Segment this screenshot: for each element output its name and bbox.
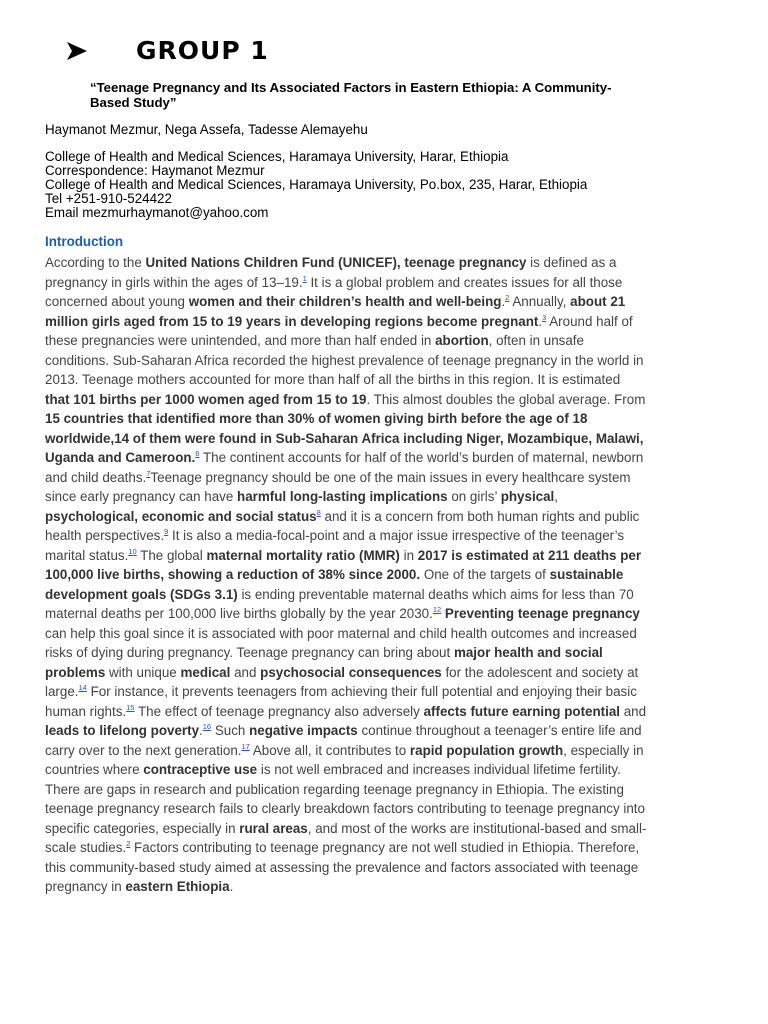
bold-text: sustainable [549,567,624,582]
bold-text: that 101 births per 1000 women aged from 15 to 19 [45,391,367,407]
bold-text: worldwide,14 of them were found in Sub-Saharan Africa including Niger, Mozambique, Malawi, [45,430,644,446]
text-run: and [620,703,647,719]
author-details [45,150,587,220]
text-line [45,273,729,293]
text-run: maternal deaths per 100,000 live births globally by the year 2030. [45,606,433,621]
text-line [45,565,729,585]
text-line [45,429,729,449]
bold-text: contraceptive use [143,762,258,777]
bold-text: abortion [435,333,489,348]
bold-text: rural areas [239,820,308,836]
text-run: The continent accounts for half of the world’s burden of maternal, newborn [199,450,644,465]
bold-text: development goals (SDGs 3.1) [45,586,238,602]
text-run: scale studies. [45,840,127,855]
text-line [45,409,729,429]
text-line [45,760,729,780]
citation-link[interactable]: 15 [126,702,135,712]
text-line [45,877,729,897]
citation-link[interactable]: 17 [241,741,250,751]
text-line [45,292,729,312]
text-run: According to the [45,255,146,270]
text-run: these pregnancies were unintended, and more than half ended in [45,333,436,348]
citation-link[interactable]: 12 [432,605,442,614]
bold-text: rapid population growth [409,742,564,758]
text-run: large. [45,684,79,699]
text-run: is ending preventable maternal deaths which aims for less than 70 [237,586,634,602]
paper-title-line-1: “Teenage Pregnancy and Its Associated Factors in Eastern Ethiopia: A Community- [90,80,612,95]
bold-text: medical [180,664,231,680]
text-run: health perspectives. [45,528,165,543]
text-run: . This almost doubles the global average. From [366,391,646,407]
bold-text: leads to lifelong poverty [45,723,200,738]
text-run: Around half of [546,313,633,329]
bold-text: affects future earning potential [423,703,620,719]
text-line [45,370,729,390]
text-line [45,799,729,819]
text-run: Such [211,723,250,738]
text-run: and child deaths. [45,469,147,485]
text-run: . [199,723,203,738]
text-run: Annually, [509,294,571,309]
text-run: specific categories, especially in [45,820,240,836]
citation-link[interactable]: 2 [505,293,510,302]
text-run: pregnancy in [45,879,126,894]
text-run: teenage pregnancy research fails to clearly breakdown factors contributing to teenage pregnancy into [45,801,645,816]
group-title: GROUP 1 [136,36,269,65]
text-line [45,663,729,683]
bold-text: maternal mortality ratio (MMR) [206,547,400,563]
text-run: The global [136,547,207,563]
text-line [45,448,729,468]
text-run: carry over to the next generation. [45,742,242,758]
bold-text: Preventing teenage pregnancy [444,606,640,621]
text-line [45,702,729,722]
citation-link[interactable]: 10 [128,546,137,556]
text-run: . [538,313,543,329]
bold-text: Uganda and Cameroon. [45,450,196,465]
text-run: Teenage pregnancy should be one of the main issues in every healthcare system [150,469,631,485]
citation-link[interactable]: 3 [542,312,547,322]
text-run: pregnancy in girls within the ages of 13–19. [45,274,303,290]
affiliation: College of Health and Medical Sciences, Haramaya University, Harar, Ethiopia [45,149,509,164]
citation-link[interactable]: 16 [202,722,212,731]
citation-link[interactable]: 8 [316,507,321,517]
bold-text: physical [500,489,555,504]
text-run: and it is a concern from both human rights and public [320,508,640,524]
bold-text: million girls aged from 15 to 19 years in developing regions become pregnant [45,313,539,329]
text-line [45,741,729,761]
text-line [45,507,729,527]
text-run: and [230,664,261,680]
text-line [45,624,729,644]
text-run: concerned about young [45,294,189,309]
citation-link[interactable]: 1 [302,273,307,283]
text-line [45,838,729,858]
right-arrowhead-icon [66,41,88,61]
text-run: since early pregnancy can have [45,489,238,504]
citation-link[interactable]: 6 [195,449,200,458]
text-run: countries where [45,762,144,777]
bold-text: psychosocial consequences [260,664,442,680]
bold-text: eastern Ethiopia [125,879,230,894]
text-run: , [554,489,559,504]
text-run: human rights. [45,703,127,719]
text-run: on girls’ [447,489,501,504]
text-run: is defined as a [526,255,617,270]
text-run: conditions. Sub-Saharan Africa recorded the highest prevalence of teenage pregnancy in the world in [45,352,644,368]
text-run: It is also a media-focal-point and a major issue irrespective of the teenager’s [168,528,625,543]
text-line [45,253,729,273]
text-line [45,487,729,507]
text-run: The effect of teenage pregnancy also adversely [134,703,424,719]
text-line [45,780,729,800]
citation-link[interactable]: 2 [126,839,131,848]
text-line [45,721,729,741]
group-heading [66,34,269,68]
text-run: is not well embraced and increases individual lifetime fertility. [257,762,621,777]
citation-link[interactable]: 14 [78,683,87,692]
text-run: Above all, it contributes to [249,742,410,758]
text-run: can help this goal since it is associated with poor maternal and child health outcomes and increased [45,625,637,641]
introduction-paragraph [45,253,729,897]
text-run: , and most of the works are institutional-based and small- [307,820,647,836]
bold-text: 100,000 live births, showing a reduction of 38% since 2000. [45,567,421,582]
text-run: There are gaps in research and publication regarding teenage pregnancy in Ethiopia. The existing [45,781,624,797]
bold-text: 15 countries that identified more than 30% of women giving birth before the age of 18 [45,411,588,426]
text-line [45,585,729,605]
bold-text: psychological, economic and social status [45,508,317,524]
text-run: continue throughout a teenager’s entire life and [357,723,642,738]
text-line [45,546,729,566]
text-run: , often in unsafe [488,333,584,348]
email-address: Email mezmurhaymanot@yahoo.com [45,205,269,220]
text-line [45,858,729,878]
postal-address: College of Health and Medical Sciences, Haramaya University, Po.box, 235, Harar, Ethiopia [45,177,588,192]
text-line [45,312,729,332]
text-line [45,819,729,839]
text-line [45,682,729,702]
text-run: . [501,294,506,309]
bold-text: harmful long-lasting implications [237,489,448,504]
text-line [45,526,729,546]
paper-title-line-2: Based Study” [90,94,177,110]
text-run: marital status. [45,547,129,563]
text-line [45,468,729,488]
correspondence: Correspondence: Haymanot Mezmur [45,163,265,178]
citation-link[interactable]: 7 [146,468,151,478]
text-run: 2013. Teenage mothers accounted for more than half of all the births in this region. It is estimated [45,372,621,387]
text-run: . [229,879,234,894]
section-heading-introduction: Introduction [45,234,124,249]
text-run: , especially in [563,742,644,758]
bold-text: negative impacts [249,723,358,738]
bold-text: major health and social [453,645,603,660]
text-run: Factors contributing to teenage pregnancy are not well studied in Ethiopia. Therefore, [130,840,640,855]
bold-text: 2017 is estimated at 211 deaths per [417,547,642,563]
text-run: this community-based study aimed at assessing the prevalence and factors associated with teenage [45,859,639,875]
text-line [45,643,729,663]
text-run: with unique [105,664,181,680]
telephone: Tel +251-910-524422 [45,191,172,206]
text-run: in [399,547,418,563]
citation-link[interactable]: 9 [164,527,169,536]
text-run: One of the targets of [420,567,550,582]
text-run: For instance, it prevents teenagers from achieving their full potential and enjoying their basic [86,684,637,699]
text-run: risks of dying during pregnancy. Teenage pregnancy can bring about [45,645,454,660]
bold-text: about 21 [570,294,626,309]
bold-text: problems [45,664,106,680]
text-line [45,331,729,351]
text-line [45,390,729,410]
bold-text: United Nations Children Fund (UNICEF), teenage pregnancy [145,255,527,270]
text-line [45,351,729,371]
paper-title [90,81,710,110]
text-line [45,604,729,624]
text-run: It is a global problem and creates issues for all those [306,274,623,290]
text-run: for the adolescent and society at [441,664,639,680]
bold-text: women and their children’s health and well-being [188,294,502,309]
paper-authors: Haymanot Mezmur, Nega Assefa, Tadesse Alemayehu [45,122,368,137]
